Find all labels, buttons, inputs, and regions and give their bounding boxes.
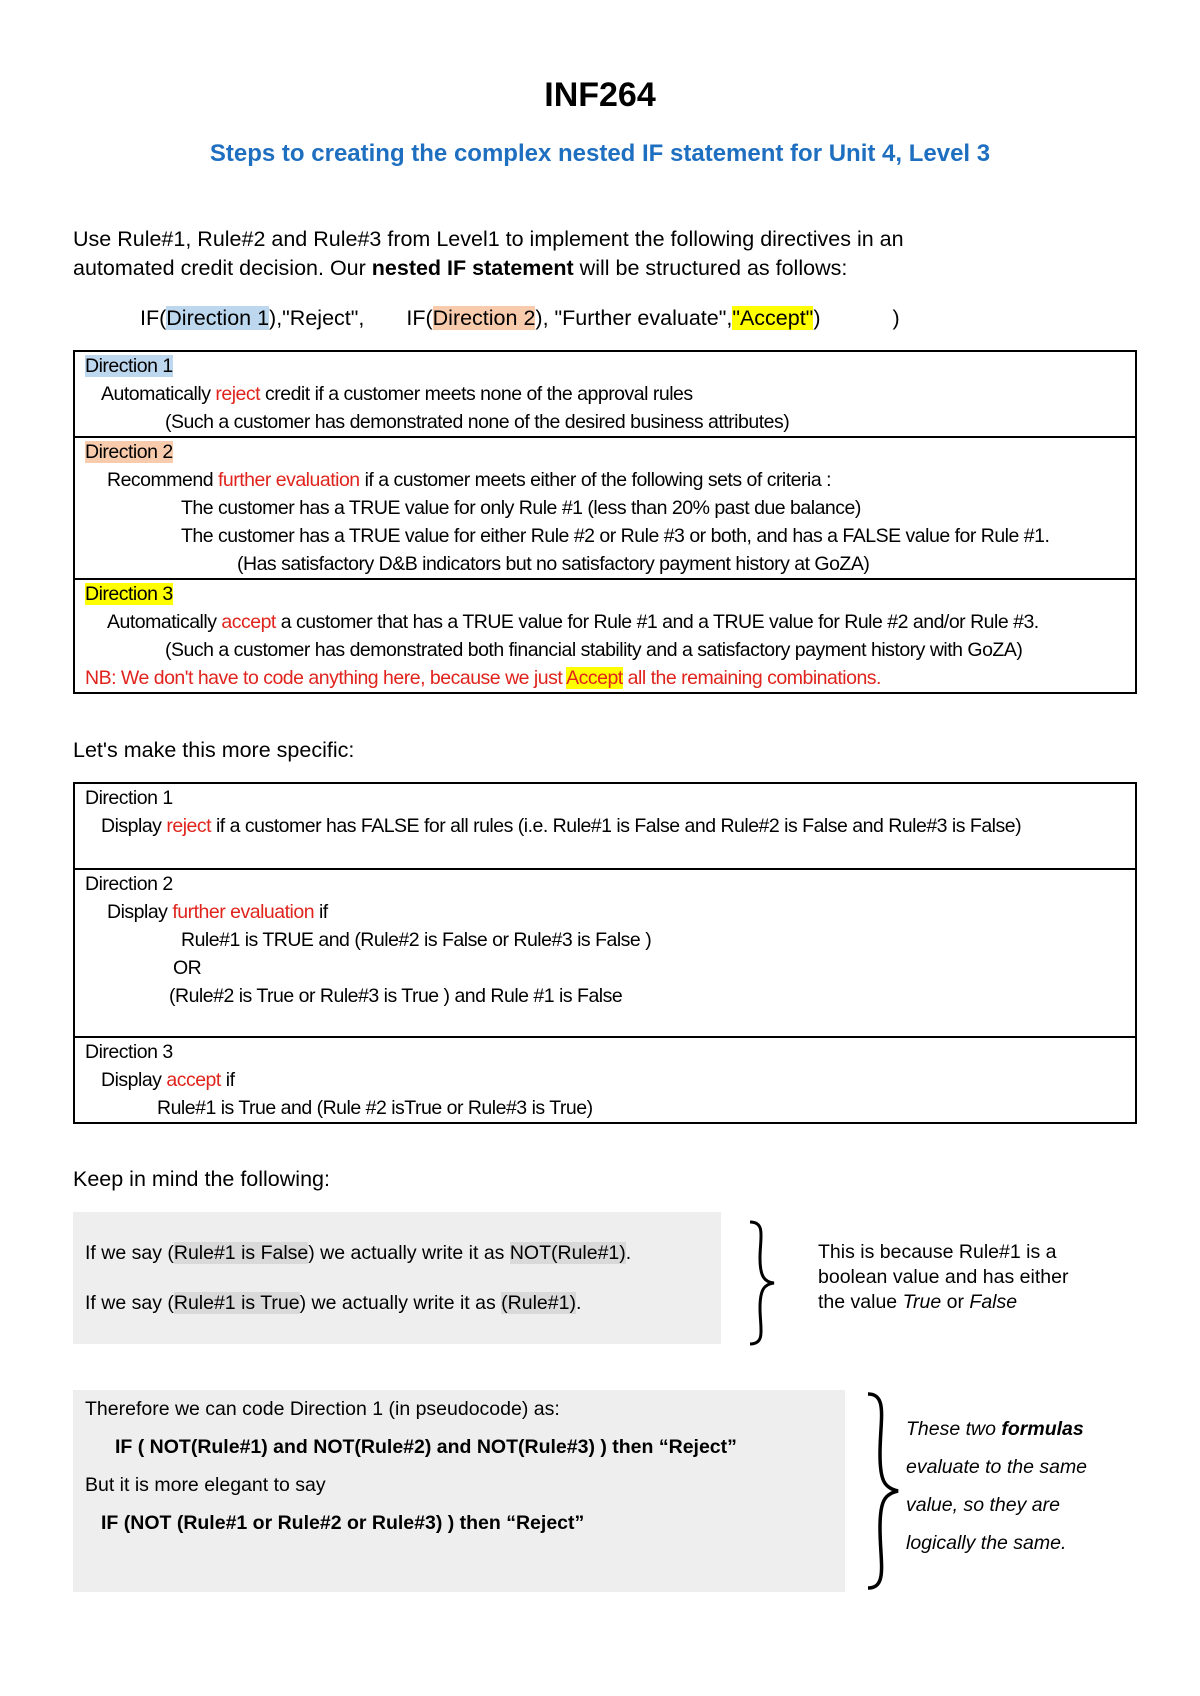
formula-direction-2: Direction 2 — [432, 306, 536, 330]
rule-true-period: . — [575, 1292, 582, 1314]
keep-in-mind-panel — [73, 1212, 721, 1344]
direction-1-cell — [74, 351, 1136, 437]
specific-direction-2-text: Display — [107, 901, 173, 923]
rule-true-line — [85, 1292, 581, 1315]
direction-2-criteria-1: The customer has a TRUE value for only Rule #1 (less than 20% past due balance) — [181, 497, 861, 519]
formulas-note-line-2: evaluate to the same — [906, 1456, 1088, 1478]
specific-direction-2-keyword: further evaluation — [172, 901, 315, 923]
direction-2-cell — [74, 437, 1136, 579]
formula-reject: ),"Reject", — [269, 306, 365, 330]
specific-direction-1-keyword: reject — [166, 815, 212, 837]
formulas-note-bold: formulas — [1001, 1418, 1084, 1440]
rule-true-text: If we say ( — [85, 1292, 174, 1314]
direction-3-cell — [74, 579, 1136, 693]
specific-direction-2-heading: Direction 2 — [85, 873, 173, 895]
boolean-note-text: the value — [818, 1291, 903, 1313]
boolean-note-or: or — [941, 1291, 970, 1313]
specific-direction-3-condition: Rule#1 is True and (Rule #2 isTrue or Rule#3 is True) — [157, 1097, 593, 1119]
boolean-note-line-1: This is because Rule#1 is a — [818, 1241, 1057, 1263]
formula-direction-1: Direction 1 — [166, 306, 270, 330]
direction-1-text: Automatically — [101, 383, 216, 405]
direction-3-keyword: accept — [221, 611, 276, 633]
direction-2-keyword: further evaluation — [217, 469, 360, 491]
direction-3-nb — [85, 664, 1125, 692]
boolean-note — [818, 1240, 1138, 1315]
formulas-note — [906, 1410, 1166, 1562]
boolean-note-line-2: boolean value and has either — [818, 1266, 1069, 1288]
rule-true-text-mid: ) we actually write it as — [299, 1292, 502, 1314]
formula-close-outer: ) — [892, 306, 900, 330]
specific-direction-1-cell — [74, 783, 1136, 869]
intro-line-1: Use Rule#1, Rule#2 and Rule#3 from Level1 to implement the following directives in an — [73, 227, 904, 251]
direction-2-note: (Has satisfactory D&B indicators but no satisfactory payment history at GoZA) — [237, 553, 870, 575]
specific-direction-2-or: OR — [173, 957, 202, 979]
pseudocode-formula-2: IF (NOT (Rule#1 or Rule#2 or Rule#3) ) then “Reject” — [101, 1512, 585, 1534]
boolean-note-true: True — [902, 1291, 942, 1313]
boolean-note-false: False — [969, 1291, 1018, 1313]
direction-2-heading: Direction 2 — [85, 441, 173, 463]
rule-false-text-mid: ) we actually write it as — [308, 1242, 510, 1264]
specific-direction-3-keyword: accept — [166, 1069, 221, 1091]
direction-3-note: (Such a customer has demonstrated both financial stability and a satisfactory payment history with GoZA) — [165, 639, 1023, 661]
formulas-note-line-4: logically the same. — [906, 1532, 1067, 1554]
directions-table — [73, 350, 1137, 694]
specific-direction-2-condition-1: Rule#1 is TRUE and (Rule#2 is False or Rule#3 is False ) — [181, 929, 652, 951]
pseudocode-intro: Therefore we can code Direction 1 (in pseudocode) as: — [85, 1398, 560, 1420]
specific-intro: Let's make this more specific: — [73, 738, 355, 762]
formula-line — [140, 304, 1140, 333]
specific-direction-2-cell — [74, 869, 1136, 1037]
formula-if-2: IF( — [406, 306, 433, 330]
specific-direction-1-text-end: if a customer has FALSE for all rules (i.e. Rule#1 is False and Rule#2 is False and Rule#3 is False) — [211, 815, 1022, 837]
intro-text: automated credit decision. Our — [73, 256, 372, 280]
specific-direction-2-condition-2: (Rule#2 is True or Rule#3 is True ) and Rule #1 is False — [169, 985, 623, 1007]
direction-3-text-end: a customer that has a TRUE value for Rule #1 and a TRUE value for Rule #2 and/or Rule #3. — [275, 611, 1039, 633]
intro-bold-term: nested IF statement — [371, 256, 574, 280]
direction-1-note: (Such a customer has demonstrated none of the desired business attributes) — [165, 411, 790, 433]
intro-line-2 — [73, 254, 1153, 283]
pseudocode-panel — [73, 1390, 845, 1592]
direction-3-heading: Direction 3 — [85, 583, 173, 605]
page-subtitle: Steps to creating the complex nested IF statement for Unit 4, Level 3 — [209, 140, 991, 167]
direction-2-text-end: if a customer meets either of the following sets of criteria : — [359, 469, 832, 491]
rule-false-code: NOT(Rule#1) — [509, 1242, 626, 1264]
curly-brace-large-icon — [858, 1390, 906, 1592]
formulas-note-line-3: value, so they are — [906, 1494, 1060, 1516]
rule-false-line — [85, 1242, 631, 1265]
pseudocode-transition: But it is more elegant to say — [85, 1474, 326, 1496]
specific-direction-1-heading: Direction 1 — [85, 787, 173, 809]
nb-text-end: all the remaining combinations. — [622, 667, 881, 689]
rule-false-expr: Rule#1 is False — [173, 1242, 309, 1264]
formula-accept: "Accept" — [732, 306, 814, 330]
pseudocode-formula-1: IF ( NOT(Rule#1) and NOT(Rule#2) and NOT(Rule#3) ) then “Reject” — [115, 1436, 737, 1458]
direction-1-heading: Direction 1 — [85, 355, 173, 377]
keep-in-mind-heading: Keep in mind the following: — [73, 1167, 330, 1191]
specific-direction-3-text-end: if — [220, 1069, 235, 1091]
formulas-note-text: These two — [906, 1418, 1002, 1440]
intro-text-end: will be structured as follows: — [573, 256, 848, 280]
intro-paragraph — [73, 225, 1153, 283]
nb-accept: Accept — [566, 667, 623, 689]
specific-direction-3-heading: Direction 3 — [85, 1041, 173, 1063]
nb-text: NB: We don't have to code anything here, because we just — [85, 667, 567, 689]
rule-false-text: If we say ( — [85, 1242, 174, 1264]
direction-2-criteria-2: The customer has a TRUE value for either Rule #2 or Rule #3 or both, and has a FALSE value for Rule #1. — [181, 525, 1050, 547]
direction-3-text: Automatically — [107, 611, 222, 633]
page-title: INF264 — [544, 76, 656, 114]
formula-if-1: IF( — [140, 306, 167, 330]
boolean-note-line-3 — [818, 1290, 1138, 1315]
rule-true-code: (Rule#1) — [501, 1292, 576, 1314]
specific-directions-table — [73, 782, 1137, 1124]
specific-direction-2-text-end: if — [314, 901, 328, 923]
rule-false-period: . — [625, 1242, 632, 1264]
specific-direction-3-cell — [74, 1037, 1136, 1123]
formula-close-inner: ) — [813, 306, 821, 330]
specific-direction-3-text: Display — [101, 1069, 167, 1091]
specific-direction-1-text: Display — [101, 815, 167, 837]
curly-brace-icon — [742, 1218, 782, 1348]
rule-true-expr: Rule#1 is True — [173, 1292, 300, 1314]
direction-1-keyword: reject — [215, 383, 261, 405]
direction-2-text: Recommend — [107, 469, 218, 491]
formula-further-evaluate: ), "Further evaluate", — [535, 306, 733, 330]
direction-1-text-end: credit if a customer meets none of the approval rules — [260, 383, 693, 405]
formulas-note-line-1 — [906, 1410, 1166, 1448]
